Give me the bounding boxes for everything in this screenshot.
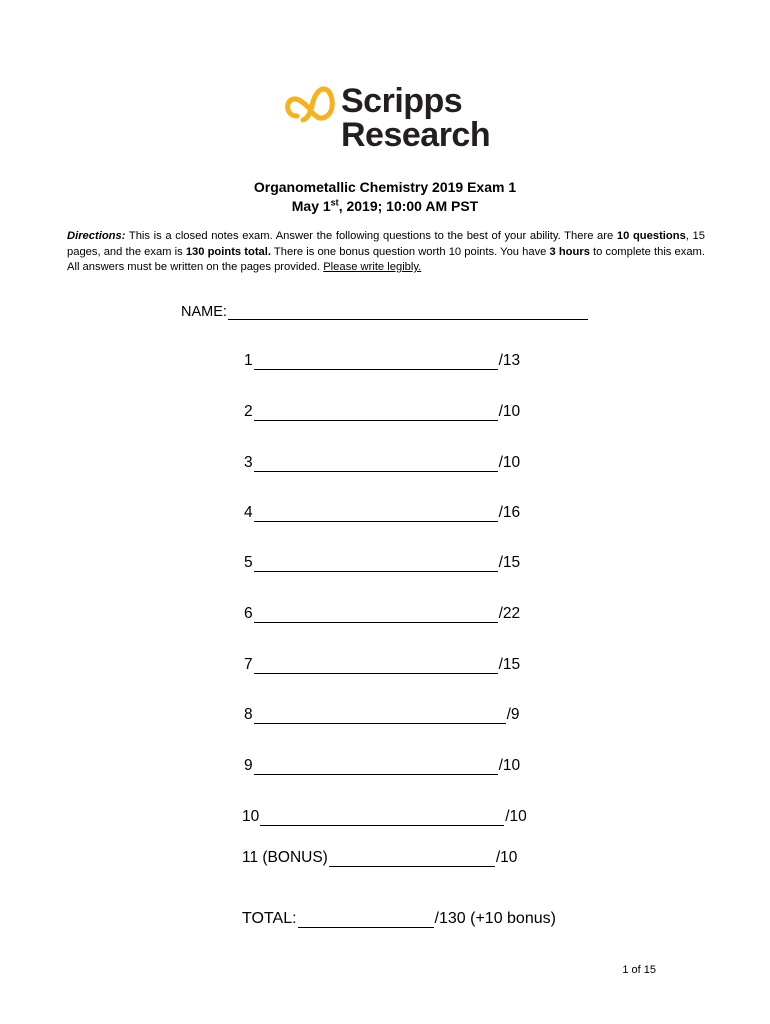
name-blank-line[interactable] — [228, 305, 588, 320]
score-blank[interactable] — [254, 355, 498, 370]
question-label: 11 (BONUS) — [242, 849, 328, 866]
directions-bold-hours: 3 hours — [549, 245, 590, 258]
directions-legibly: Please write legibly. — [323, 261, 422, 273]
question-max: /13 — [498, 352, 521, 369]
score-blank[interactable] — [254, 457, 498, 472]
exam-title: Organometallic Chemistry 2019 Exam 1 — [253, 179, 517, 195]
logo-line-2: Research — [341, 116, 491, 154]
scripps-research-logo — [283, 84, 490, 152]
question-label: 1 — [244, 352, 253, 369]
question-label: 9 — [244, 757, 253, 774]
score-row-q5 — [244, 554, 520, 572]
question-max: /15 — [498, 656, 521, 673]
question-label: 2 — [244, 403, 253, 420]
total-max: /130 (+10 bonus) — [434, 910, 556, 927]
total-label: TOTAL: — [242, 910, 297, 927]
score-blank[interactable] — [254, 760, 498, 775]
question-max: /10 — [498, 757, 521, 774]
question-max: /16 — [498, 504, 521, 521]
score-row-q10 — [242, 808, 527, 826]
question-max: /10 — [498, 403, 521, 420]
exam-date-suffix: , 2019; 10:00 AM PST — [338, 198, 479, 214]
score-row-q6 — [244, 605, 520, 623]
question-max: /22 — [498, 605, 521, 622]
directions-text-1: This is a closed notes exam. Answer the following questions to the best of your ability. There are — [125, 230, 617, 242]
directions-label: Directions: — [67, 230, 126, 242]
page-number: 1 of 15 — [622, 964, 656, 976]
score-row-q9 — [244, 757, 520, 775]
directions-text-2: , 15 pages, and the exam is — [67, 230, 705, 258]
directions-text-4: to complete this exam. All answers must be written on the pages provided. — [67, 245, 705, 273]
directions-text-3: There is one bonus question worth 10 points. You have — [271, 245, 550, 258]
score-blank[interactable] — [260, 811, 504, 826]
question-label: 3 — [244, 454, 253, 471]
question-max: /9 — [506, 706, 520, 723]
score-blank[interactable] — [254, 406, 498, 421]
score-row-q7 — [244, 656, 520, 674]
question-label: 5 — [244, 554, 253, 571]
score-row-q1 — [244, 352, 520, 370]
score-blank[interactable] — [254, 557, 498, 572]
score-row-q4 — [244, 504, 520, 522]
score-blank[interactable] — [254, 608, 498, 623]
question-label: 10 — [242, 808, 260, 825]
score-row-bonus — [242, 849, 517, 867]
exam-date — [0, 197, 770, 216]
question-max: /10 — [505, 808, 527, 825]
directions-bold-questions: 10 questions — [616, 230, 686, 242]
score-blank[interactable] — [254, 709, 506, 724]
total-row — [242, 910, 556, 928]
question-max: /15 — [498, 554, 521, 571]
exam-title-block — [0, 178, 770, 216]
name-field-row — [181, 304, 589, 320]
logo-line-1: Scripps — [341, 82, 463, 120]
logo-wordmark — [341, 84, 490, 152]
question-max: /10 — [498, 454, 521, 471]
exam-date-sup: st — [330, 197, 339, 208]
exam-date-prefix: May 1 — [291, 198, 331, 214]
question-label: 8 — [244, 706, 253, 723]
infinity-logo-icon — [283, 86, 335, 126]
question-max: /10 — [495, 849, 518, 866]
score-blank[interactable] — [254, 659, 498, 674]
score-blank[interactable] — [254, 507, 498, 522]
question-label: 6 — [244, 605, 253, 622]
score-row-q3 — [244, 454, 520, 472]
question-label: 7 — [244, 656, 253, 673]
score-row-q8 — [244, 706, 520, 724]
score-blank[interactable] — [329, 852, 495, 867]
total-blank[interactable] — [298, 913, 434, 928]
name-label: NAME: — [181, 304, 227, 320]
question-label: 4 — [244, 504, 253, 521]
score-row-q2 — [244, 403, 520, 421]
directions-bold-points: 130 points total. — [185, 245, 271, 258]
directions-paragraph — [67, 229, 705, 276]
